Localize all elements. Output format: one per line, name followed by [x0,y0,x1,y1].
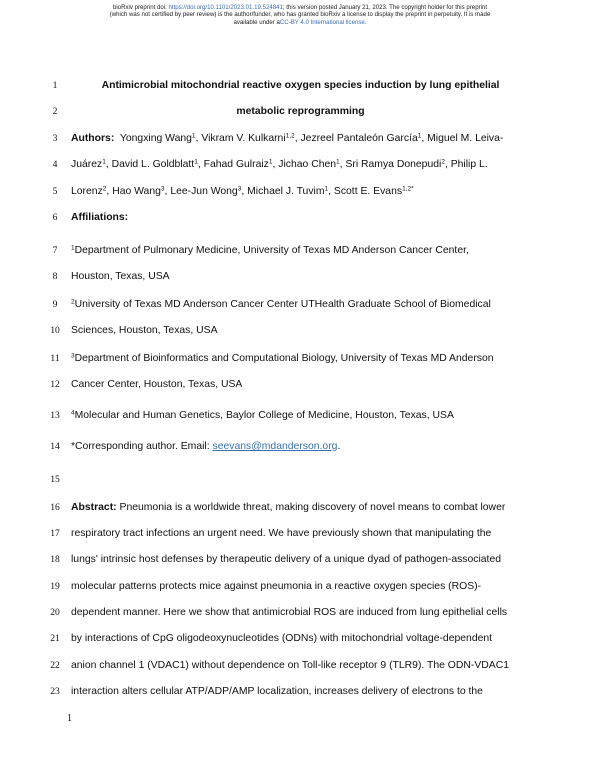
header-line-1: bioRxiv preprint doi: https://doi.org/10.1101/2023.01.19.524841; this version posted January 21, 2023. The copyright holder for this preprint [112,4,488,11]
line-text [71,324,218,338]
line-number: 12 [50,379,60,390]
preprint-header [0,4,600,26]
line-text [71,298,491,312]
manuscript-line [0,606,600,620]
line-number: 15 [50,474,60,485]
line-number: 2 [52,106,58,117]
author-name: Lee-Jun Wong [170,186,238,197]
manuscript-line [0,244,600,258]
author-affiliation: 1 [268,158,273,166]
line-text [71,553,501,567]
affiliation-text: Department of Bioinformatics and Computational Biology, University of Texas MD Anderson [74,353,494,364]
line-number: 1 [52,80,58,91]
manuscript-line [0,79,600,93]
abstract-label: Abstract: [71,502,117,513]
line-text [71,244,469,258]
line-text [71,527,491,541]
manuscript-line [0,527,600,541]
line-number: 3 [52,133,58,144]
line-number: 8 [52,271,58,282]
manuscript-line [0,105,600,119]
line-text [71,606,507,620]
abstract-text: lungs' intrinsic host defenses by therapeutic delivery of a unique dyad of pathogen-associated [71,554,502,565]
author-name: Sri Ramya Donepudi [345,159,442,170]
manuscript-line [0,632,600,646]
line-number: 10 [50,325,60,336]
affiliation-text: Department of Pulmonary Medicine, University of Texas MD Anderson Cancer Center, [74,245,469,256]
abstract-text: by interactions of CpG oligodeoxynucleotides (ODNs) with mitochondrial voltage-dependent [71,633,493,644]
corresponding-suffix: . [337,441,341,452]
manuscript-line [0,352,600,366]
line-text [71,79,530,93]
line-text [71,270,170,284]
line-number: 18 [50,554,60,565]
manuscript-line [0,324,600,338]
line-number: 22 [50,660,60,671]
manuscript-line [0,501,600,515]
line-text [71,632,492,646]
author-name: Fahad Gulraiz [203,159,269,170]
line-number: 20 [50,607,60,618]
header-line-2: (which was not certified by peer review) is the author/funder, who has granted bioRxiv a license to display the preprint in perpetuity. It is made [109,11,491,19]
abstract-text: Pneumonia is a worldwide threat, making discovery of novel means to combat lower [116,502,506,513]
affiliation-number: 1 [71,244,75,252]
manuscript-line [0,473,600,487]
line-number: 23 [50,686,60,697]
abstract-text: respiratory tract infections an urgent need. We have previously shown that manipulating the [71,528,492,539]
author-name-cont: Lorenz [71,186,103,197]
affiliation-text-cont: Cancer Center, Houston, Texas, USA [71,379,243,390]
page-number: 1 [67,713,72,724]
manuscript-line [0,685,600,699]
author-affiliation: 1 [417,132,422,140]
line-number: 13 [50,410,60,421]
line-text: Lorenz$^2$, Hao Wang$^3$, Lee-Jun Wong$^3$, Michael J. Tuvim$^1$, Scott E. Evans$^{1,2*}$ [71,185,414,197]
affiliations-label: Affiliations: [71,212,129,223]
author-affiliation: 2 [441,158,445,166]
line-text [71,501,505,515]
abstract-text: interaction alters cellular ATP/ADP/AMP localization, increases delivery of electrons to the [71,686,483,697]
manuscript-line [0,132,600,146]
author-name-part: Philip L. [450,159,488,170]
author-affiliation: 3 [160,185,165,193]
manuscript-line [0,158,600,172]
affiliation-text-cont: Sciences, Houston, Texas, USA [71,325,218,336]
manuscript-line [0,378,600,392]
author-name: Vikram V. Kulkarni [201,133,286,144]
affiliation-text: University of Texas MD Anderson Cancer Center UTHealth Graduate School of Biomedical [74,299,491,310]
line-number: 6 [52,212,58,223]
doi-link[interactable]: https://doi.org/10.1101/2023.01.19.524841 [168,4,283,11]
author-name-part: Miguel M. Leiva- [427,133,504,144]
abstract-text: anion channel 1 (VDAC1) without dependence on Toll-like receptor 9 (TLR9). The ODN-VDAC1 [71,660,509,671]
line-number: 14 [50,441,60,452]
abstract-text: dependent manner. Here we show that antimicrobial ROS are induced from lung epithelial cells [71,607,508,618]
line-number: 5 [52,186,58,197]
author-affiliation: 1 [194,158,198,166]
line-text [71,211,128,225]
line-text [71,685,483,699]
line-number: 19 [50,581,60,592]
author-name: Hao Wang [112,186,161,197]
author-affiliation: 1 [102,158,106,166]
line-number: 21 [50,633,60,644]
author-name: Michael J. Tuvim [247,186,325,197]
affiliation-number: 2 [71,298,75,306]
affiliation-number: 4 [71,409,75,417]
line-text [71,378,242,392]
author-name: Scott E. Evans [333,186,403,197]
author-name-cont: Juárez [71,159,103,170]
manuscript-line [0,659,600,673]
author-affiliation: 3 [237,185,242,193]
abstract-text: molecular patterns protects mice against pneumonia in a reactive oxygen species (ROS)- [71,581,482,592]
manuscript-line [0,409,600,423]
author-affiliation: 1 [191,132,196,140]
line-text [71,580,481,594]
line-text [71,105,530,119]
corresponding-label: *Corresponding author. Email: [71,441,213,452]
line-text [71,352,494,366]
author-name: Jichao Chen [278,159,337,170]
line-number: 11 [50,353,60,364]
title-line-1: Antimicrobial mitochondrial reactive oxygen species induction by lung epithelial [101,80,500,91]
manuscript-line [0,553,600,567]
line-text [71,659,509,673]
line-number: 7 [52,245,58,256]
authors-label: Authors: [71,133,115,144]
author-affiliation: 1 [324,185,329,193]
line-number: 9 [52,299,58,310]
corresponding-email-link[interactable]: seevans@mdanderson.org [212,441,338,452]
manuscript-line [0,298,600,312]
author-affiliation: 1,2 [285,132,295,140]
affiliation-text: Molecular and Human Genetics, Baylor College of Medicine, Houston, Texas, USA [74,410,454,421]
manuscript-line [0,270,600,284]
line-number: 4 [52,159,58,170]
line-number: 16 [50,502,60,513]
manuscript-line [0,185,600,199]
manuscript-line [0,580,600,594]
author-affiliation: 1,2* [402,185,414,193]
author-name: Jezreel Pantaleón García [300,133,418,144]
line-text: Juárez$^1$, David L. Goldblatt$^1$, Fahad Gulraiz$^1$, Jichao Chen$^1$, Sri Ramya Donepudi$^2$, Philip L. [71,158,488,170]
line-text [71,440,340,454]
manuscript-line [0,440,600,454]
line-text: Authors: Yongxing Wang$^1$, Vikram V. Kulkarni$^{1,2}$, Jezreel Pantaleón García$^1$, Miguel M. Leiva- [71,132,504,144]
author-affiliation: 2 [102,185,107,193]
affiliation-number: 3 [71,352,75,360]
manuscript-line [0,211,600,225]
line-number: 17 [50,528,60,539]
header-line-3: available under aCC-BY 4.0 International license. [233,18,367,26]
affiliation-text-cont: Houston, Texas, USA [71,271,170,282]
author-name: David L. Goldblatt [111,159,195,170]
author-affiliation: 1 [336,158,340,166]
author-name: Yongxing Wang [119,133,192,144]
license-link[interactable]: CC-BY 4.0 International license [279,18,365,26]
line-text [71,409,454,423]
title-line-2: metabolic reprogramming [236,106,365,117]
